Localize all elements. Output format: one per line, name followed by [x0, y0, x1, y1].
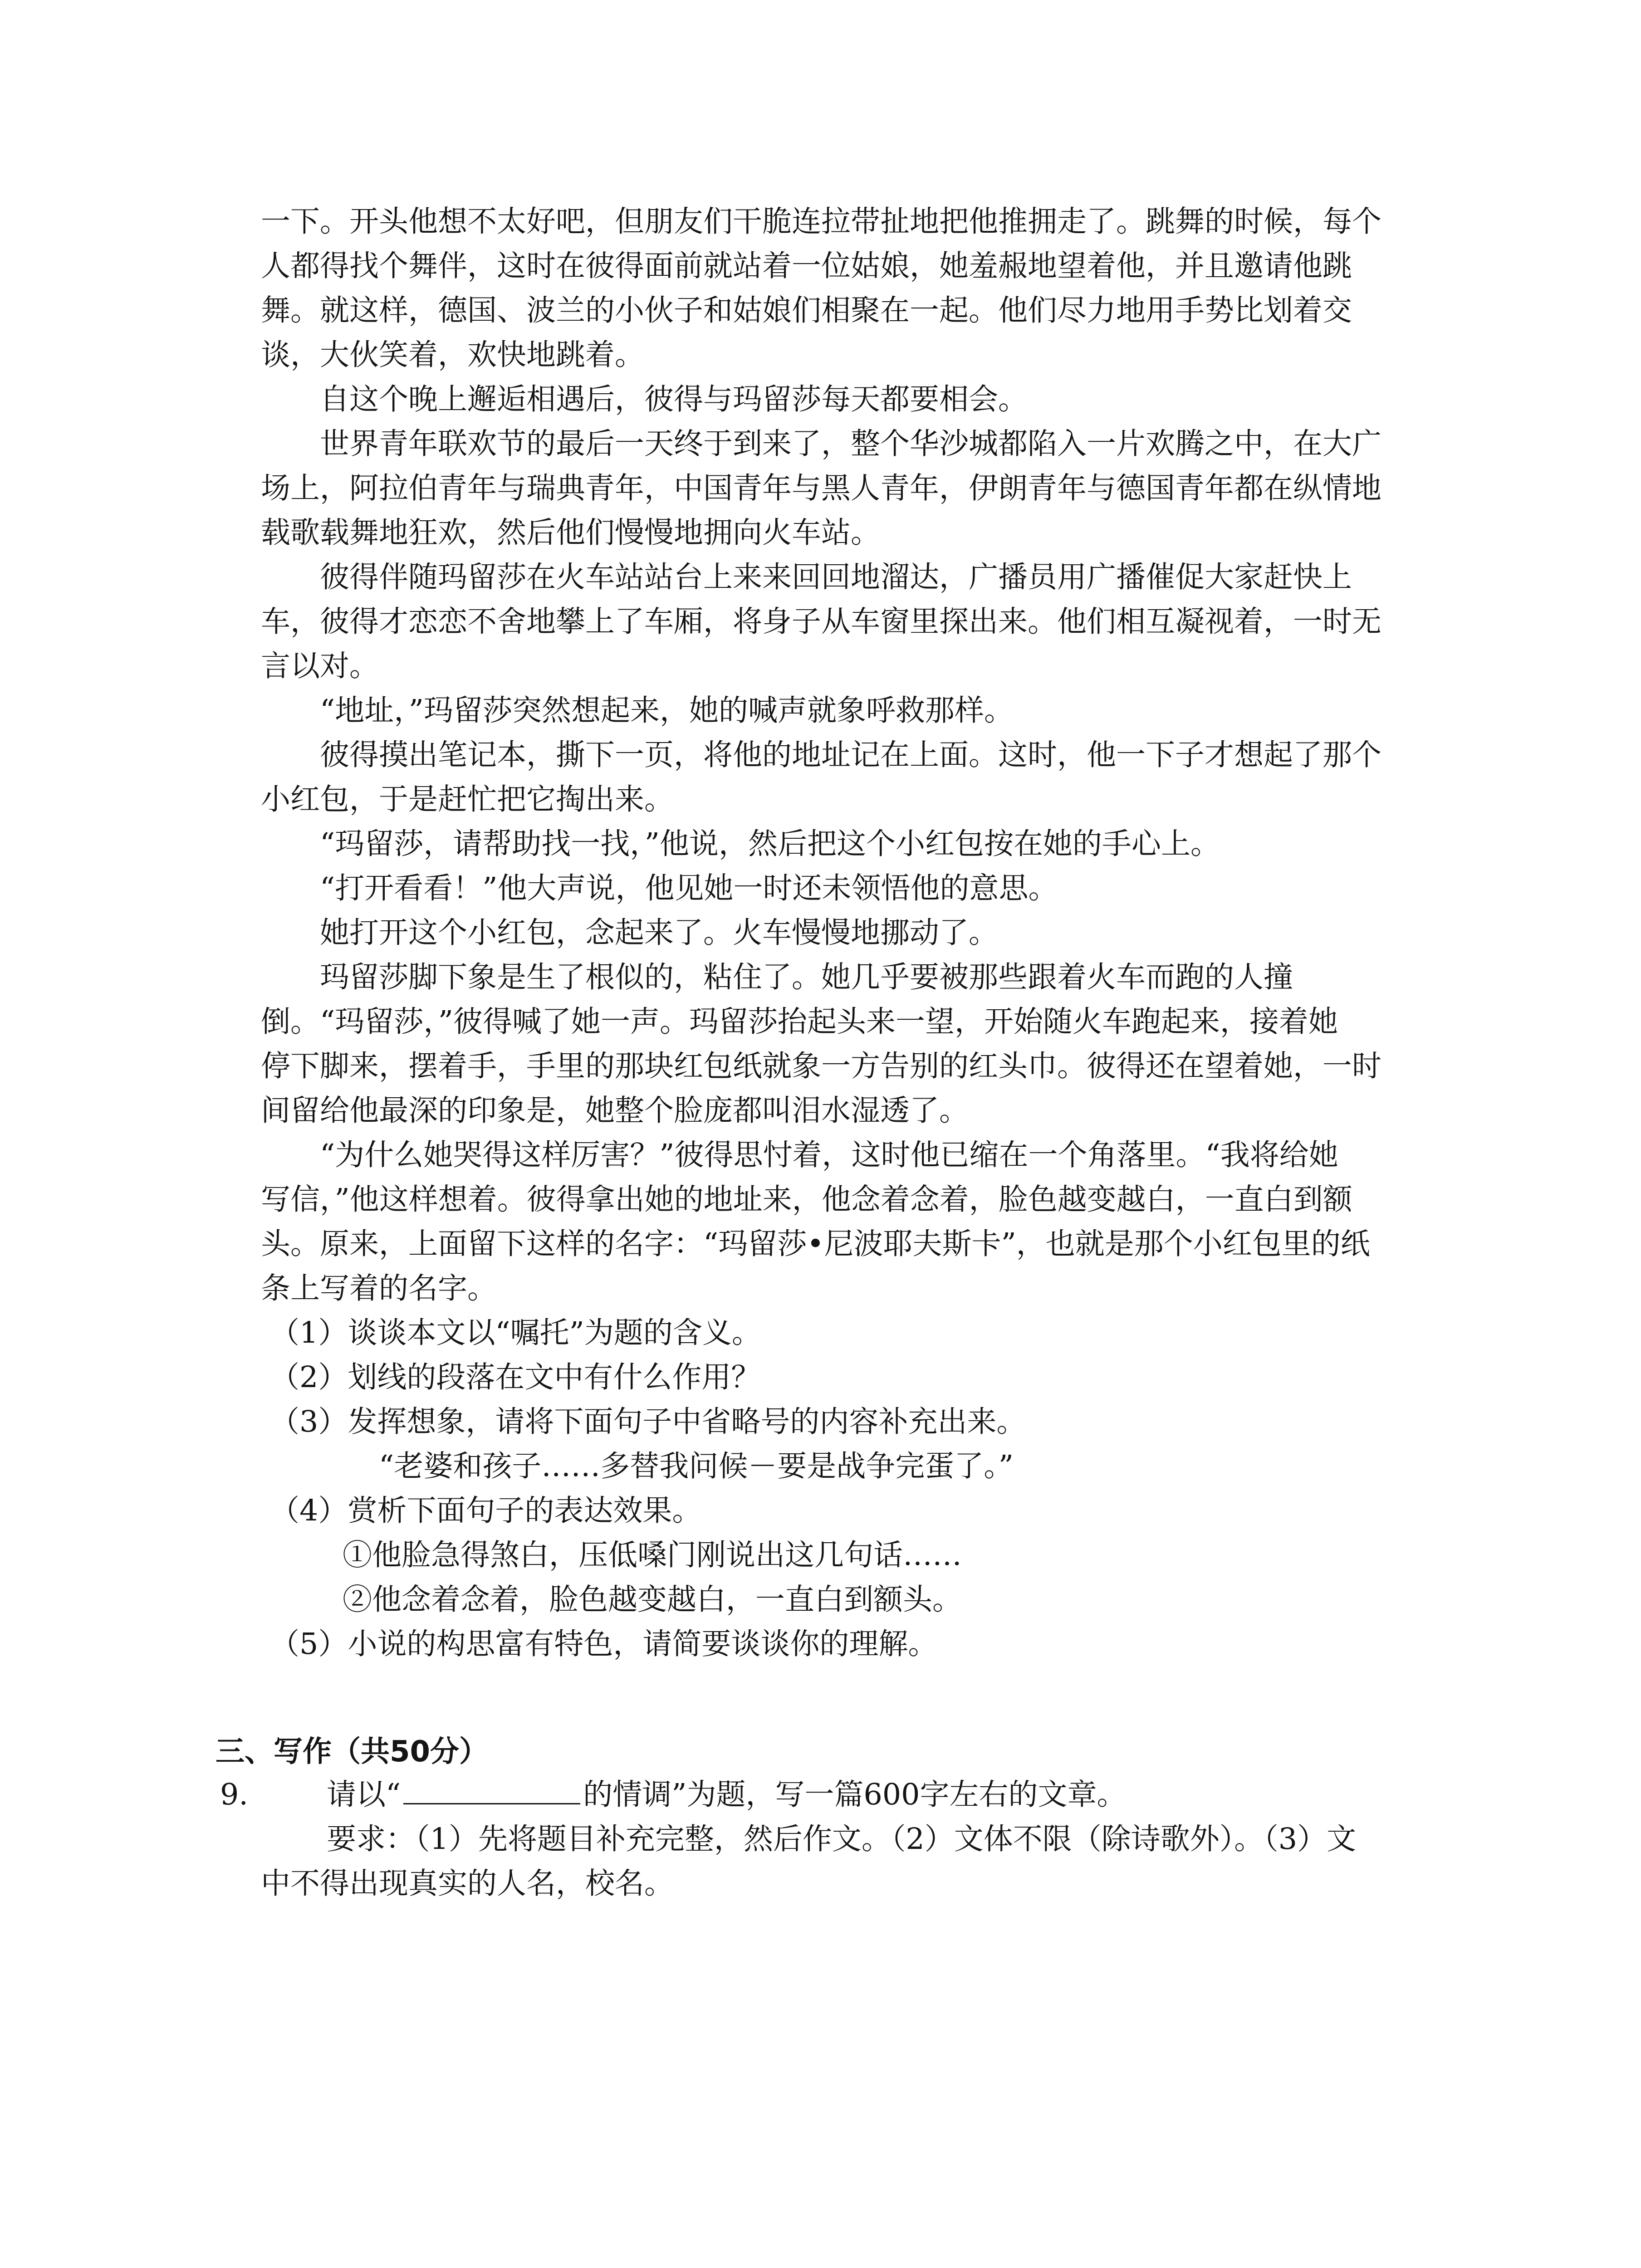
text-line: 世界青年联欢节的最后一天终于到来了，整个华沙城都陷入一片欢腾之中，在大广 — [320, 427, 1382, 461]
question-5: （5）小说的构思富有特色，请简要谈谈你的理解。 — [270, 1627, 938, 1661]
paragraph-8: “打开看看！”他大声说，他见她一时还未领悟他的意思。 — [320, 871, 1058, 905]
text-line: 倒。“玛留莎，”彼得喊了她一声。玛留莎抬起头来一望，开始随火车跑起来，接着她 — [261, 1005, 1338, 1039]
text-line: 写信，”他这样想着。彼得拿出她的地址来，他念着念着，脸色越变越白，一直白到额 — [261, 1183, 1352, 1217]
requirements — [220, 1817, 1445, 1862]
paragraph-1 — [261, 200, 1440, 377]
text-line: 人都得找个舞伴，这时在彼得面前就站着一位姑娘，她羞赧地望着他，并且邀请他跳 — [261, 249, 1352, 283]
text-line: “为什么她哭得这样厉害？”彼得思忖着，这时他已缩在一个角落里。“我将给她 — [320, 1138, 1338, 1172]
question-2: （2）划线的段落在文中有什么作用？ — [270, 1360, 761, 1394]
text-line: 谈，大伙笑着，欢快地跳着。 — [261, 338, 645, 372]
text-line: 彼得摸出笔记本，撕下一页，将他的地址记在上面。这时，他一下子才想起了那个 — [320, 738, 1382, 772]
text-line: 舞。就这样，德国、波兰的小伙子和姑娘们相聚在一起。他们尽力地用手势比划着交 — [261, 293, 1352, 327]
text-line: 载歌载舞地狂欢，然后他们慢慢地拥向火车站。 — [261, 516, 881, 550]
text-line: 小红包，于是赶忙把它掏出来。 — [261, 782, 674, 816]
paragraph-5: “地址，”玛留莎突然想起来，她的喊声就象呼救那样。 — [320, 694, 1014, 728]
paragraph-6 — [261, 733, 1440, 822]
fill-in-blank — [403, 1776, 580, 1804]
text-line: 场上，阿拉伯青年与瑞典青年，中国青年与黑人青年，伊朗青年与德国青年都在纵情地 — [261, 471, 1382, 505]
question-3-quote: “老婆和孩子……多替我问候－要是战争完蛋了。” — [379, 1449, 1014, 1483]
question-4-sentence-b: ②他念着念着，脸色越变越白，一直白到额头。 — [343, 1583, 962, 1617]
text-line: 一下。开头他想不太好吧，但朋友们干脆连拉带扯地把他推拥走了。跳舞的时候，每个 — [261, 205, 1382, 239]
writing-question — [220, 1773, 1445, 1906]
text-line: 间留给他最深的印象是，她整个脸庞都叫泪水湿透了。 — [261, 1094, 969, 1128]
requirements-continued — [220, 1862, 1445, 1906]
paragraph-10 — [261, 955, 1440, 1133]
paragraph-11 — [261, 1133, 1440, 1311]
question-list — [261, 1311, 1440, 1667]
text-line: 车，彼得才恋恋不舍地攀上了车厢，将身子从车窗里探出来。他们相互凝视着，一时无 — [261, 605, 1382, 639]
prompt-suffix: 的情调”为题，写一篇600字左右的文章。 — [583, 1778, 1127, 1812]
text-line: 条上写着的名字。 — [261, 1271, 497, 1305]
prompt-prefix: 请以“ — [327, 1778, 401, 1812]
requirement-line: 中不得出现真实的人名，校名。 — [261, 1867, 674, 1901]
requirement-line: 要求：（1）先将题目补充完整，然后作文。（2）文体不限（除诗歌外）。（3）文 — [327, 1822, 1357, 1856]
reading-passage — [261, 200, 1440, 1667]
paragraph-7: “玛留莎，请帮助找一找，”他说，然后把这个小红包按在她的手心上。 — [320, 827, 1220, 861]
text-line: 玛留莎脚下象是生了根似的，粘住了。她几乎要被那些跟着火车而跑的人撞 — [320, 960, 1293, 994]
text-line: 彼得伴随玛留莎在火车站站台上来来回回地溜达，广播员用广播催促大家赶快上 — [320, 560, 1352, 594]
question-4-sentence-a: ①他脸急得煞白，压低嗓门刚说出这几句话…… — [343, 1538, 962, 1572]
text-line: 停下脚来，摆着手，手里的那块红包纸就象一方告别的红头巾。彼得还在望着她，一时 — [261, 1049, 1382, 1083]
question-prompt — [220, 1773, 1445, 1817]
text-line: 言以对。 — [261, 649, 379, 683]
paragraph-4 — [261, 555, 1440, 689]
paragraph-3 — [261, 422, 1440, 555]
question-4: （4）赏析下面句子的表达效果。 — [270, 1494, 702, 1528]
section-heading: 三、写作（共50分） — [216, 1735, 489, 1769]
paragraph-9: 她打开这个小红包，念起来了。火车慢慢地挪动了。 — [320, 916, 999, 950]
question-3: （3）发挥想象，请将下面句子中省略号的内容补充出来。 — [270, 1405, 1026, 1439]
question-number: 9. — [220, 1778, 249, 1812]
text-line: 头。原来，上面留下这样的名字：“玛留莎•尼波耶夫斯卡”，也就是那个小红包里的纸 — [261, 1227, 1370, 1261]
paragraph-2: 自这个晚上邂逅相遇后，彼得与玛留莎每天都要相会。 — [320, 382, 1028, 416]
question-1: （1）谈谈本文以“嘱托”为题的含义。 — [270, 1316, 761, 1350]
